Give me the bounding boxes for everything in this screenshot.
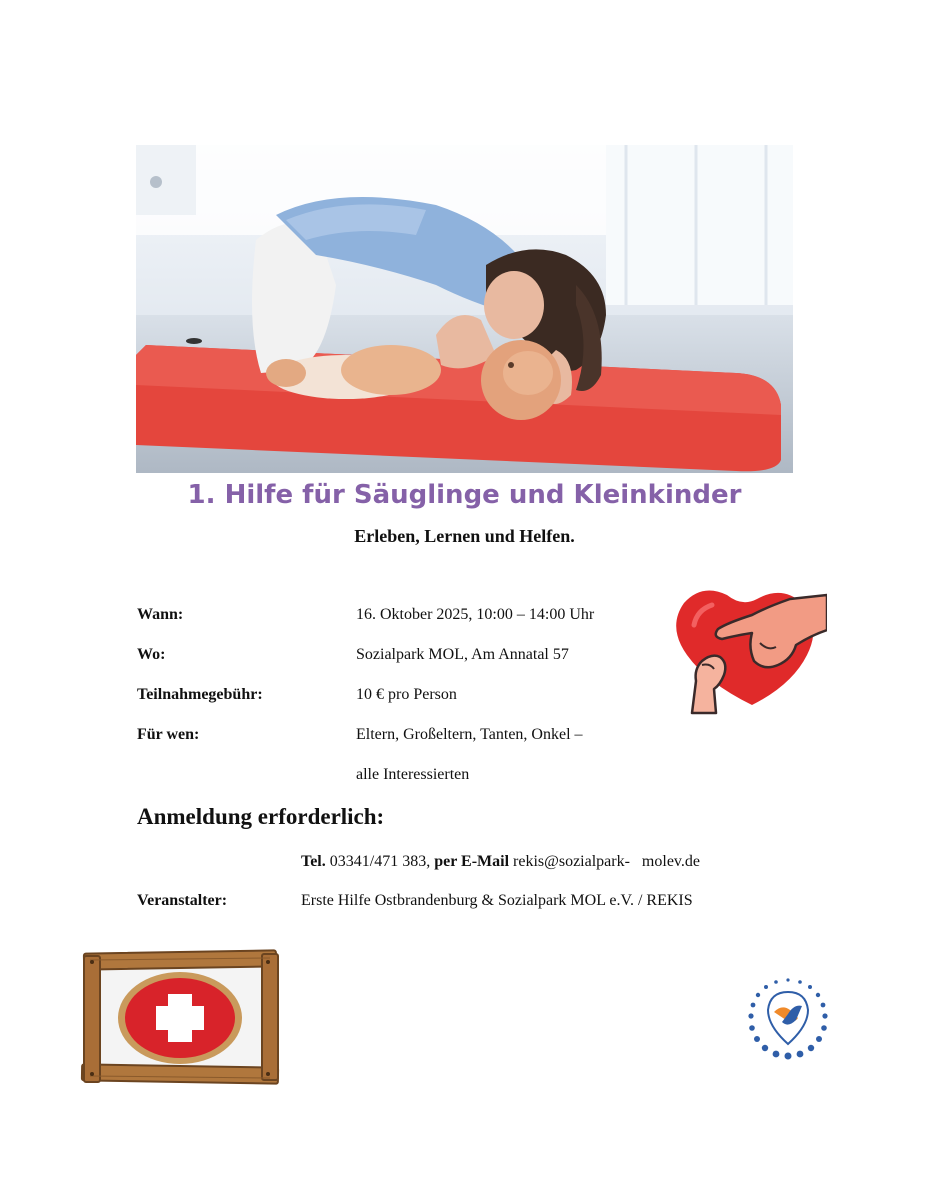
tel-label: Tel. <box>301 853 326 870</box>
page-title: 1. Hilfe für Säuglinge und Kleinkinder <box>187 480 742 510</box>
handshake-location-logo-icon <box>742 974 834 1066</box>
detail-label-when: Wann: <box>137 606 184 623</box>
email-value[interactable]: rekis@sozialpark- molev.de <box>513 853 700 870</box>
email-label: per E-Mail <box>434 853 510 870</box>
detail-value-where: Sozialpark MOL, Am Annatal 57 <box>356 646 569 663</box>
hero-photo <box>136 145 793 473</box>
detail-label-audience: Für wen: <box>137 726 200 743</box>
infant-cpr-photo <box>136 145 793 473</box>
organizer-label: Veranstalter: <box>137 892 228 909</box>
first-aid-frame-icon <box>80 948 280 1088</box>
heart-hands-icon <box>672 585 827 715</box>
tel-value[interactable]: 03341/471 383, <box>329 853 431 870</box>
contact-line <box>301 853 700 871</box>
detail-value-audience: Eltern, Großeltern, Tanten, Onkel – <box>356 726 583 743</box>
detail-value-when: 16. Oktober 2025, 10:00 – 14:00 Uhr <box>356 606 595 623</box>
signup-heading: Anmeldung erforderlich: <box>137 804 385 829</box>
page-subtitle: Erleben, Lernen und Helfen. <box>354 526 575 546</box>
detail-value-fee: 10 € pro Person <box>356 686 457 703</box>
detail-label-where: Wo: <box>137 646 166 663</box>
detail-label-fee: Teilnahmegebühr: <box>137 686 263 703</box>
detail-value-audience-cont: alle Interessierten <box>356 766 470 783</box>
organizer-value: Erste Hilfe Ostbrandenburg & Sozialpark MOL e.V. / REKIS <box>301 892 693 909</box>
